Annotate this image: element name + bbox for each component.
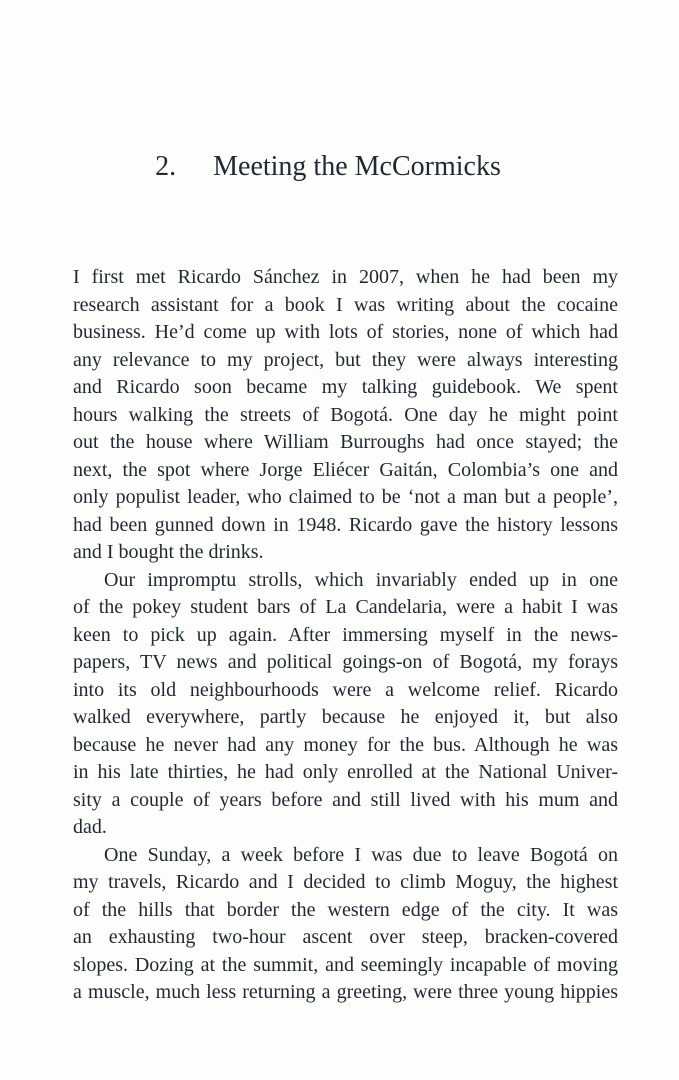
text-line: had been gunned down in 1948. Ricardo gave the history lessons	[73, 513, 618, 536]
body-text	[73, 264, 618, 1007]
text-line: business. He’d come up with lots of stories, none of which had	[73, 321, 618, 343]
text-line: sity a couple of years before and still lived with his mum and	[73, 788, 618, 811]
text-line: next, the spot where Jorge Eliécer Gaitán, Colombia’s one and	[73, 458, 618, 481]
chapter-title: Meeting the McCormicks	[213, 151, 501, 182]
text-line: out the house where William Burroughs had once stayed; the	[73, 431, 618, 453]
text-line: and I bought the drinks.	[73, 541, 264, 563]
text-line: One Sunday, a week before I was due to leave Bogotá on	[104, 843, 618, 866]
paragraph	[73, 842, 618, 1007]
text-line: slopes. Dozing at the summit, and seemingly incapable of moving	[73, 953, 618, 976]
paragraph	[73, 264, 618, 567]
text-line: keen to pick up again. After immersing myself in the news-	[73, 623, 618, 646]
text-line: papers, TV news and political goings-on of Bogotá, my forays	[73, 651, 618, 673]
text-line: an exhausting two-hour ascent over steep, bracken-covered	[73, 926, 618, 948]
text-line: of the pokey student bars of La Candelaria, were a habit I was	[73, 596, 618, 618]
text-line: Our impromptu strolls, which invariably ended up in one	[104, 568, 618, 591]
text-line: my travels, Ricardo and I decided to climb Moguy, the highest	[73, 871, 618, 893]
text-line: into its old neighbourhoods were a welcome relief. Ricardo	[73, 678, 618, 701]
text-line: I first met Ricardo Sánchez in 2007, when he had been my	[73, 266, 618, 288]
text-line: hours walking the streets of Bogotá. One day he might point	[73, 403, 618, 426]
chapter-heading	[55, 150, 601, 184]
text-line: of the hills that border the western edge of the city. It was	[73, 898, 618, 921]
text-line: walked everywhere, partly because he enjoyed it, but also	[73, 706, 618, 728]
text-line: research assistant for a book I was writing about the cocaine	[73, 293, 618, 316]
chapter-number: 2.	[155, 151, 177, 182]
text-line: because he never had any money for the bus. Although he was	[73, 733, 618, 756]
text-line: any relevance to my project, but they were always interesting	[73, 348, 618, 371]
text-line: and Ricardo soon became my talking guidebook. We spent	[73, 376, 618, 398]
text-line: in his late thirties, he had only enrolled at the National Univer-	[73, 761, 618, 783]
text-line: only populist leader, who claimed to be ‘not a man but a people’,	[73, 486, 618, 508]
text-line: dad.	[73, 816, 107, 838]
paragraph	[73, 567, 618, 842]
text-line: a muscle, much less returning a greeting, were three young hippies	[73, 981, 618, 1003]
